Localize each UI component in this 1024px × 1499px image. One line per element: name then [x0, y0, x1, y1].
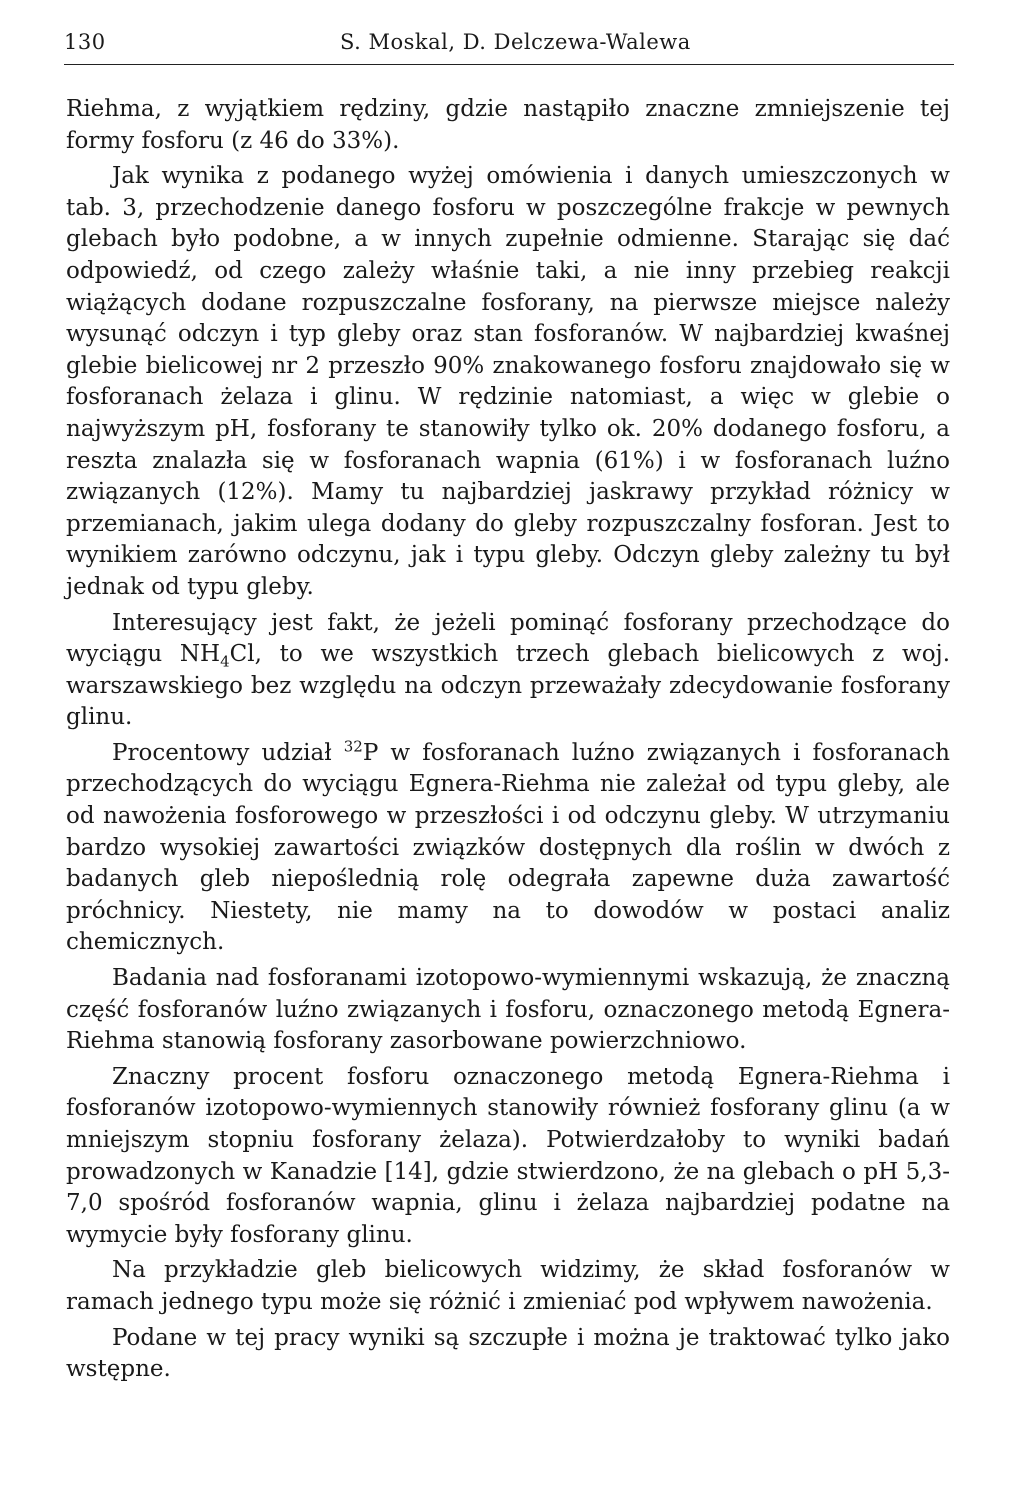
running-header — [64, 28, 954, 62]
header-authors: S. Moskal, D. Delczewa-Walewa — [340, 30, 691, 54]
paragraph-canada-results: Znaczny procent fosforu oznaczonego metodą Egnera-Riehma i fosforanów izotopowo-wymiennych stanowiły również fosforany glinu (a w mniejszym stopniu fosforany żelaza). Potwierdzałoby to wyniki badań prowadzonych w Kanadzie [14], gdzie stwierdzono, że na glebach o pH 5,3-7,0 spośród fosforanów wapnia, glinu i żelaza najbardziej podatne na wymycie były fosforany glinu. — [66, 1063, 950, 1248]
body-text — [66, 94, 950, 1386]
paragraph-text-after: Cl, to we wszystkich trzech glebach bielicowych z woj. warszawskiego bez względu na odczyn przeważały zdecydowanie fosforany glinu. — [66, 641, 950, 731]
paragraph-isotope-exchange: Badania nad fosforanami izotopowo-wymiennymi wskazują, że znaczną część fosforanów luźno związanych i fosforu, oznaczonego metodą Egnera-Riehma stanowią fosforany zasorbowane powierzchniowo. — [66, 965, 950, 1055]
superscript: 32 — [343, 737, 363, 756]
paragraph-p32-share — [66, 738, 950, 959]
paragraph-continuation: Riehma, z wyjątkiem rędziny, gdzie nastąpiło znaczne zmniejszenie tej formy fosforu (z 46 do 33%). — [66, 96, 950, 154]
paragraph-text-after: P w fosforanach luźno związanych i fosforanach przechodzących do wyciągu Egnera-Riehma nie zależał od typu gleby, ale od nawożenia fosforowego w przeszłości i od odczynu gleby. W utrzymaniu bardzo wysokiej zawartości związków dostępnych dla roślin w dwóch z badanych gleb niepoślednią rolę odegrała zapewne duża zawartość próchnicy. Niestety, nie mamy na to dowodów w postaci analiz chemicznych. — [66, 739, 950, 956]
header-rule — [64, 64, 954, 65]
document-page — [64, 28, 954, 1383]
subscript: 4 — [220, 652, 230, 671]
paragraph-podzolic-soils: Na przykładzie gleb bielicowych widzimy, że skład fosforanów w ramach jednego typu może się różnić i zmieniać pod wpływem nawożenia. — [66, 1257, 950, 1315]
paragraph-conclusion: Podane w tej pracy wyniki są szczupłe i można je traktować tylko jako wstępne. — [66, 1324, 950, 1383]
paragraph-text-before: Procentowy udział — [112, 739, 344, 766]
paragraph-soil-reaction: Jak wynika z podanego wyżej omówienia i danych umieszczonych w tab. 3, przechodzenie danego fosforu w poszczególne frakcje w pewnych glebach było podobne, a w innych zupełnie odmienne. Starając się dać odpowiedź, od czego zależy właśnie taki, a nie inny przebieg reakcji wiążących dodane rozpuszczalne fosforany, na pierwsze miejsce należy wysunąć odczyn i typ gleby oraz stan fosforanów. W najbardziej kwaśnej glebie bielicowej nr 2 przeszło 90% znakowanego fosforu znajdowało się w fosforanach żelaza i glinu. W rędzinie natomiast, a więc w glebie o najwyższym pH, fosforany te stanowiły tylko ok. 20% dodanego fosforu, a reszta znalazła się w fosforanach wapnia (61%) i w fosforanach luźno związanych (12%). Mamy tu najbardziej jaskrawy przykład różnicy w przemianach, jakim ulega dodany do gleby rozpuszczalny fosforan. Jest to wynikiem zarówno odczynu, jak i typu gleby. Odczyn gleby zależny tu był jednak od typu gleby. — [66, 163, 950, 600]
page-number: 130 — [64, 30, 106, 54]
paragraph-text-before: Interesujący jest fakt, że jeżeli pominąć fosforany przechodzące do wyciągu NH — [66, 609, 950, 668]
paragraph-aluminium-phosphates — [66, 608, 950, 734]
